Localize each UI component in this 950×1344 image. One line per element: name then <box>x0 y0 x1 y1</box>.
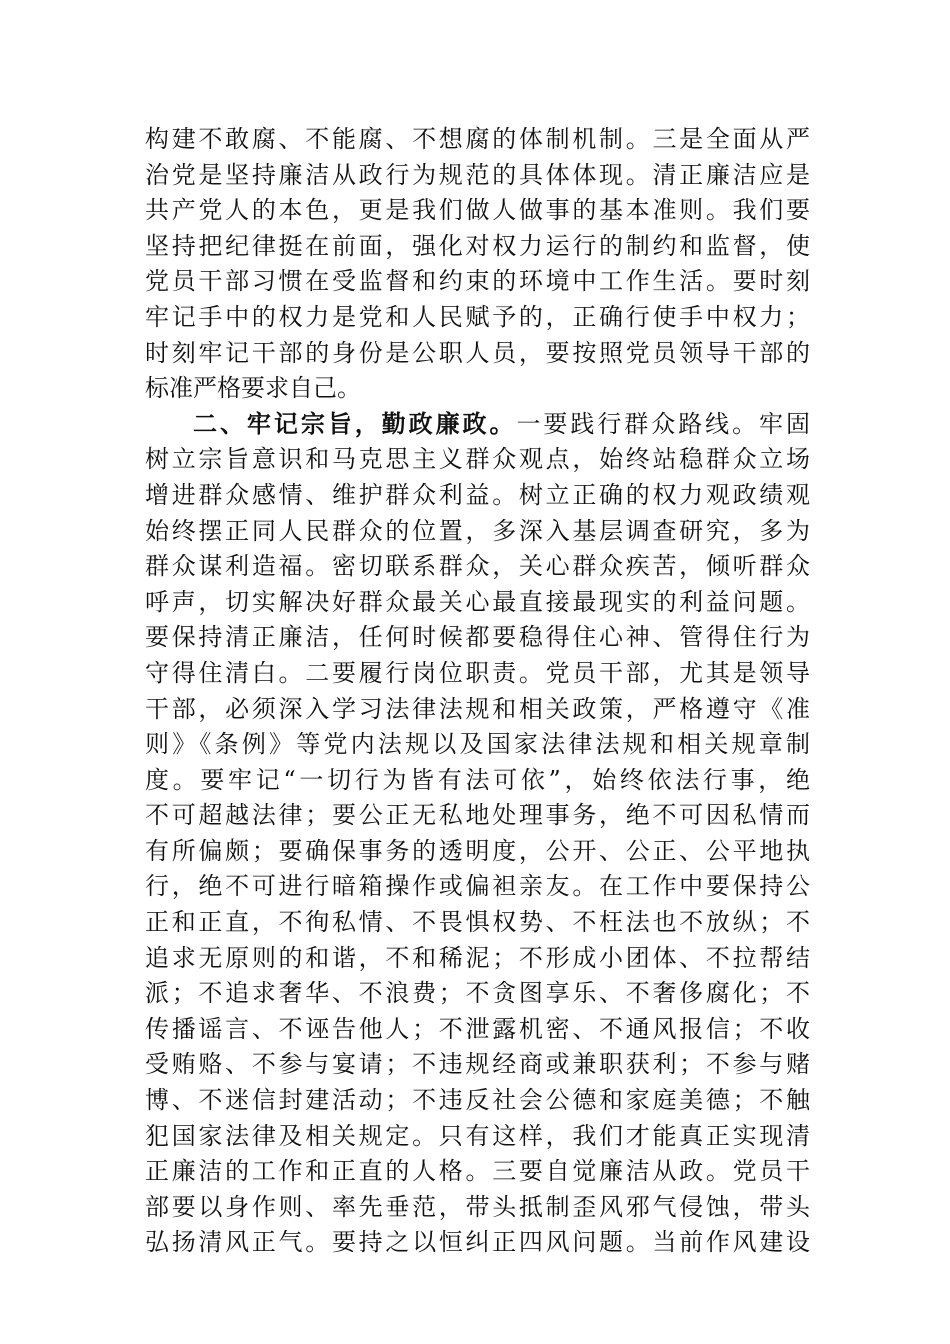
text-line: 不可超越法律；要公正无私地处理事务，绝不可因私情而 <box>145 801 810 830</box>
text-line: 构建不敢腐、不能腐、不想腐的体制机制。三是全面从严 <box>145 125 810 153</box>
text-line: 治党是坚持廉洁从政行为规范的具体体现。清正廉洁应是 <box>145 160 810 189</box>
text-line: 受贿赂、不参与宴请；不违规经商或兼职获利；不参与赌 <box>145 1050 810 1079</box>
text-line: 干部，必须深入学习法律法规和相关政策，严格遵守《准 <box>145 694 810 723</box>
text-segment: 一要践行群众路线。牢固 <box>516 409 811 438</box>
text-line: 牢记手中的权力是党和人民赋予的，正确行使手中权力； <box>145 302 810 331</box>
text-line: 呼声，切实解决好群众最关心最直接最现实的利益问题。 <box>145 587 810 616</box>
text-line: 传播谣言、不诬告他人；不泄露机密、不通风报信；不收 <box>145 1014 810 1043</box>
text-line: 正和正直，不徇私情、不畏惧权势、不枉法也不放纵；不 <box>145 908 810 937</box>
text-line: 要保持清正廉洁，任何时候都要稳得住心神、管得住行为 <box>145 623 810 652</box>
text-line: 树立宗旨意识和马克思主义群众观点，始终站稳群众立场 <box>145 445 810 474</box>
section-heading-line <box>145 407 810 443</box>
text-line: 犯国家法律及相关规定。只有这样，我们才能真正实现清 <box>145 1121 810 1150</box>
text-line: 群众谋利造福。密切联系群众，关心群众疾苦，倾听群众 <box>145 552 810 581</box>
text-line: 行，绝不可进行暗箱操作或偏袒亲友。在工作中要保持公 <box>145 872 810 901</box>
text-line: 坚持把纪律挺在前面，强化对权力运行的制约和监督，使 <box>145 231 810 260</box>
text-line: 标准严格要求自己。 <box>145 374 361 403</box>
document-body <box>145 122 810 1261</box>
text-line: 始终摆正同人民群众的位置，多深入基层调查研究，多为 <box>145 516 810 545</box>
text-line: 弘扬清风正气。要持之以恒纠正四风问题。当前作风建设 <box>145 1228 810 1257</box>
text-line: 共产党人的本色，更是我们做人做事的基本准则。我们要 <box>145 196 810 225</box>
text-line: 派；不追求奢华、不浪费；不贪图享乐、不奢侈腐化；不 <box>145 979 810 1008</box>
text-line: 有所偏颇；要确保事务的透明度，公开、公正、公平地执 <box>145 836 810 865</box>
text-line: 党员干部习惯在受监督和约束的环境中工作生活。要时刻 <box>145 267 810 296</box>
text-line: 度。要牢记“一切行为皆有法可依”，始终依法行事，绝 <box>145 765 810 794</box>
text-line: 则》《条例》等党内法规以及国家法律法规和相关规章制 <box>145 730 810 759</box>
text-line: 追求无原则的和谐，不和稀泥；不形成小团体、不拉帮结 <box>145 943 810 972</box>
text-line: 博、不迷信封建活动；不违反社会公德和家庭美德；不触 <box>145 1086 810 1115</box>
text-line: 增进群众感情、维护群众利益。树立正确的权力观政绩观 <box>145 480 810 509</box>
text-line: 守得住清白。二要履行岗位职责。党员干部，尤其是领导 <box>145 658 810 687</box>
text-line: 时刻牢记干部的身份是公职人员，要按照党员领导干部的 <box>145 338 810 367</box>
text-line: 部要以身作则、率先垂范，带头抵制歪风邪气侵蚀，带头 <box>145 1192 810 1221</box>
section-heading: 二、牢记宗旨，勤政廉政。 <box>193 409 517 438</box>
text-line: 正廉洁的工作和正直的人格。三要自觉廉洁从政。党员干 <box>145 1157 810 1186</box>
